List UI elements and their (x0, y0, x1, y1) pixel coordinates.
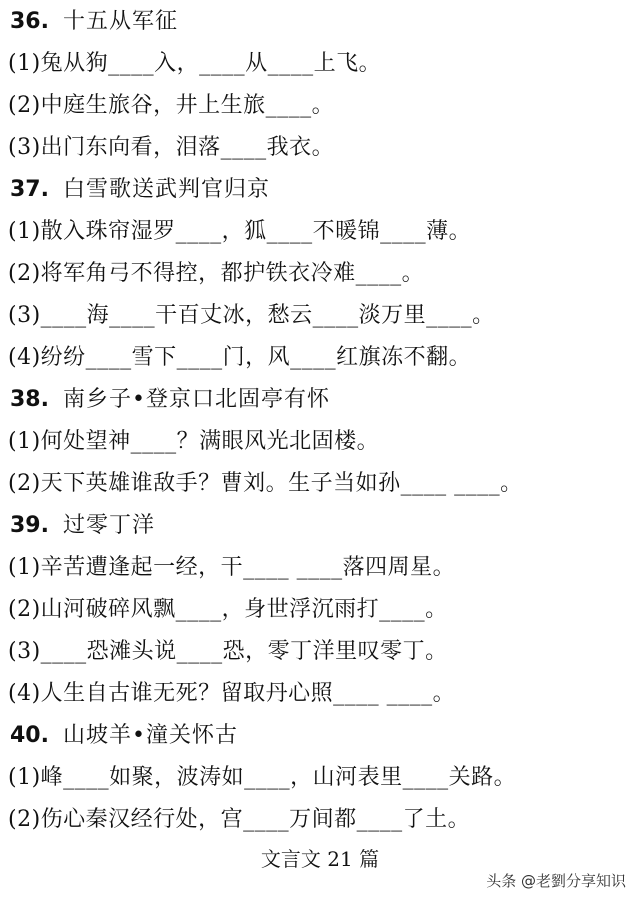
poem-title: 山坡羊•潼关怀古 (62, 723, 238, 748)
section-title-36 (10, 2, 178, 42)
poem-title: 白雪歌送武判官归京 (62, 177, 270, 202)
question-line: (2)将军角弓不得控，都护铁衣冷难____。 (8, 261, 425, 286)
section-title-40 (10, 716, 238, 756)
question-line: (1)何处望神____？满眼风光北固楼。 (8, 429, 380, 454)
poem-title: 十五从军征 (62, 9, 178, 34)
section-title-38 (10, 380, 330, 420)
section-number: 38. (10, 387, 49, 412)
page-footer: 文言文 21 篇 (260, 847, 380, 871)
question-line: (3)____恐滩头说____恐，零丁洋里叹零丁。 (8, 639, 448, 664)
question-line: (2)中庭生旅谷，井上生旅____。 (8, 93, 335, 118)
question-line: (1)辛苦遭逢起一经，干____ ____落四周星。 (8, 555, 456, 580)
question-line: (2)山河破碎风飘____，身世浮沉雨打____。 (8, 597, 448, 622)
poem-title: 南乡子•登京口北固亭有怀 (62, 387, 330, 412)
poem-title: 过零丁洋 (62, 513, 155, 538)
section-number: 36. (10, 9, 49, 34)
question-line: (3)____海____干百丈冰，愁云____淡万里____。 (8, 303, 495, 328)
question-line: (4)人生自古谁无死？留取丹心照____ ____。 (8, 681, 456, 706)
section-number: 37. (10, 177, 49, 202)
section-number: 40. (10, 723, 49, 748)
question-line: (4)纷纷____雪下____门，风____红旗冻不翻。 (8, 345, 472, 370)
section-title-39 (10, 506, 155, 546)
question-line: (1)散入珠帘湿罗____，狐____不暖锦____薄。 (8, 219, 472, 244)
question-line: (2)伤心秦汉经行处，宫____万间都____了土。 (8, 807, 471, 832)
question-line: (1)峰____如聚，波涛如____，山河表里____关路。 (8, 765, 517, 790)
question-line: (3)出门东向看，泪落____我衣。 (8, 135, 335, 160)
section-title-37 (10, 170, 270, 210)
question-line: (2)天下英雄谁敌手？曹刘。生子当如孙____ ____。 (8, 471, 523, 496)
section-number: 39. (10, 513, 49, 538)
question-line: (1)兔从狗____入，____从____上飞。 (8, 51, 382, 76)
watermark: 头条 @老劉分享知识 (486, 872, 626, 890)
